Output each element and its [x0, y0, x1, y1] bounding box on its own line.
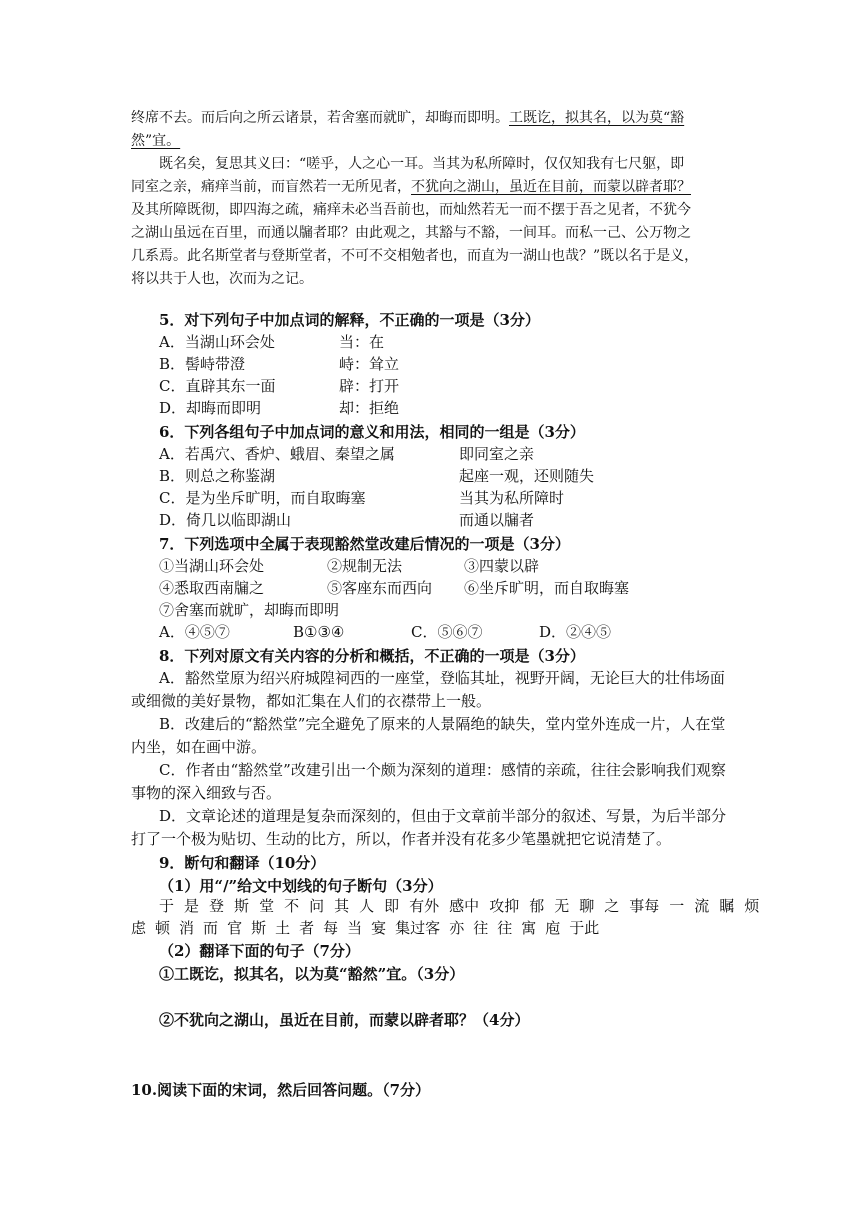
punctuation-char: 人 [359, 897, 375, 915]
passage-line [131, 180, 691, 194]
option-b: B①③④ [293, 623, 345, 641]
punctuation-char: 感中 [449, 897, 480, 915]
option-c-gloss: 辟：打开 [339, 377, 400, 395]
item: ⑦舍塞而就旷，却晦而即明 [159, 601, 340, 619]
option-a: A．豁然堂原为绍兴府城隍祠西的一座堂，登临其址，视野开阔，无论巨大的壮伟场面 [159, 669, 725, 687]
punctuation-char: 郁 [529, 897, 545, 915]
translate-item-2: ②不犹向之湖山，虽近在目前，而蒙以辟者耶？（4分） [159, 1011, 530, 1029]
punctuation-char: 斯 [234, 897, 250, 915]
punctuation-char: 顿 [155, 919, 171, 937]
question-title: 9．断句和翻译（10分） [159, 854, 326, 872]
passage-line: 既名矣，复思其义曰：“嗟乎，人之心一耳。当其为私所障时，仅仅知我有七尺躯，即 [159, 156, 685, 172]
option-c: C．作者由“豁然堂”改建引出一个颇为深刻的道理：感情的亲疏，往往会影响我们观察 [159, 761, 726, 779]
punctuation-char: 烦 [744, 897, 760, 915]
punctuation-task-line [159, 899, 769, 914]
item: ②规制无法 [327, 557, 403, 575]
question-10-title: 10.阅读下面的宋词，然后回答问题。（7分） [131, 1081, 431, 1099]
punctuation-char: 每 [323, 919, 339, 937]
item: ③四蒙以辟 [464, 557, 540, 575]
punctuation-char: 登 [209, 897, 225, 915]
passage-line [131, 134, 180, 148]
option-d-cont: 打了一个极为贴切、生动的比方，所以，作者并没有花多少笔墨就把它说清楚了。 [131, 830, 672, 848]
punctuation-char: 堂 [259, 897, 275, 915]
option-c-right: 当其为私所障时 [459, 489, 565, 507]
item: ④悉取西南牖之 [159, 579, 265, 597]
option-b-gloss: 峙：耸立 [339, 355, 400, 373]
passage-line: 及其所障既彻，即四海之疏，痛痒未必当吾前也，而灿然若无一而不摆于吾之见者，不犹今 [131, 202, 691, 218]
punctuation-char: 于 [159, 897, 175, 915]
option-a: A．④⑤⑦ [159, 623, 230, 641]
question-title: 6．下列各组句子中加点词的意义和用法，相同的一组是（3分） [159, 423, 585, 441]
passage-line: 几系焉。此名斯堂者与登斯堂者，不可不交相勉者也，而直为一湖山也哉？”既以名于是义， [131, 248, 699, 264]
punctuation-char: 于此 [569, 919, 600, 937]
punctuation-char: 斯 [251, 919, 267, 937]
punctuation-char: 而 [203, 919, 219, 937]
punctuation-char: 其 [334, 897, 350, 915]
question-title: 8．下列对原文有关内容的分析和概括，不正确的一项是（3分） [159, 647, 585, 665]
option-a-gloss: 当：在 [339, 333, 385, 351]
sub-question-1: （1）用“/”给文中划线的句子断句（3分） [159, 877, 443, 895]
punctuation-char: 聊 [579, 897, 595, 915]
punctuation-char: 集过客 [395, 919, 441, 937]
option-d-gloss: 却：拒绝 [339, 399, 400, 417]
punctuation-char: 消 [179, 919, 195, 937]
punctuation-char: 瞩 [719, 897, 735, 915]
punctuation-char: 者 [299, 919, 315, 937]
underlined-sentence: 工既讫，拟其名，以为莫“豁 [509, 110, 685, 126]
punctuation-char: 不 [284, 897, 300, 915]
punctuation-char: 有外 [409, 897, 440, 915]
option-d: D．②④⑤ [539, 623, 612, 641]
punctuation-char: 官 [227, 919, 243, 937]
punctuation-char: 虑 [131, 919, 147, 937]
option-a-cont: 或细微的美好景物，都如汇集在人们的衣襟带上一般。 [131, 692, 492, 710]
question-title: 5．对下列句子中加点词的解释，不正确的一项是（3分） [159, 311, 540, 329]
sub-question-2: （2）翻译下面的句子（7分） [159, 942, 360, 960]
punctuation-char: 庖 [545, 919, 561, 937]
punctuation-char: 流 [694, 897, 710, 915]
option-c-cont: 事物的深入细致与否。 [131, 784, 282, 802]
punctuation-char: 事每 [629, 897, 660, 915]
option-c: C．直辟其东一面 [159, 377, 276, 395]
underlined-sentence: 然”宜。 [131, 133, 181, 149]
punctuation-char: 之 [604, 897, 620, 915]
item: ⑥坐斥旷明，而自取晦塞 [464, 579, 630, 597]
punctuation-char: 往 [497, 919, 513, 937]
translate-item-1: ①工既讫，拟其名，以为莫“豁然”宜。（3分） [159, 965, 465, 983]
option-d-right: 而通以牖者 [459, 511, 535, 529]
option-b-left: B．则总之称鉴湖 [159, 467, 276, 485]
option-d: D．文章论述的道理是复杂而深刻的，但由于文章前半部分的叙述、写景，为后半部分 [159, 807, 727, 825]
punctuation-task-line [131, 921, 608, 936]
underlined-sentence: 不犹向之湖山，虽近在目前，而蒙以辟者耶？ [411, 179, 691, 195]
option-c: C．⑤⑥⑦ [411, 623, 483, 641]
passage-text: 终席不去。而后向之所云诸景，若舍塞而就旷，却晦而即明。 [131, 110, 509, 126]
punctuation-char: 寓 [521, 919, 537, 937]
option-b-right: 起座一观，还则随失 [459, 467, 595, 485]
item: ⑤客座东而西向 [327, 579, 433, 597]
option-a-left: A．若禹穴、香炉、蛾眉、秦望之属 [159, 445, 395, 463]
punctuation-char: 即 [384, 897, 400, 915]
option-b: B．改建后的“豁然堂”完全避免了原来的人景隔绝的缺失，堂内堂外连成一片，人在堂 [159, 715, 726, 733]
punctuation-char: 当 [347, 919, 363, 937]
item: ①当湖山环会处 [159, 557, 265, 575]
option-a-right: 即同室之亲 [459, 445, 535, 463]
passage-line [131, 111, 684, 125]
option-d-left: D．倚几以临即湖山 [159, 511, 292, 529]
passage-line: 将以共于人也，次而为之记。 [131, 271, 313, 287]
punctuation-char: 往 [473, 919, 489, 937]
punctuation-char: 问 [309, 897, 325, 915]
punctuation-char: 无 [554, 897, 570, 915]
option-b-cont: 内坐，如在画中游。 [131, 738, 267, 756]
punctuation-char: 宴 [371, 919, 387, 937]
punctuation-char: 土 [275, 919, 291, 937]
punctuation-char: 是 [184, 897, 200, 915]
option-a: A．当湖山环会处 [159, 333, 275, 351]
punctuation-char: 亦 [449, 919, 465, 937]
question-title: 7．下列选项中全属于表现豁然堂改建后情况的一项是（3分） [159, 535, 570, 553]
punctuation-char: 一 [669, 897, 685, 915]
option-d: D．却晦而即明 [159, 399, 262, 417]
punctuation-char: 攻抑 [489, 897, 520, 915]
option-c-left: C．是为坐斥旷明，而自取晦塞 [159, 489, 366, 507]
passage-line: 之湖山虽远在百里，而通以牖者耶？由此观之，其豁与不豁，一间耳。而私一己、公万物之 [131, 225, 691, 241]
passage-text: 同室之亲，痛痒当前，而盲然若一无所见者， [131, 179, 411, 195]
option-b: B．髻峙带澄 [159, 355, 246, 373]
